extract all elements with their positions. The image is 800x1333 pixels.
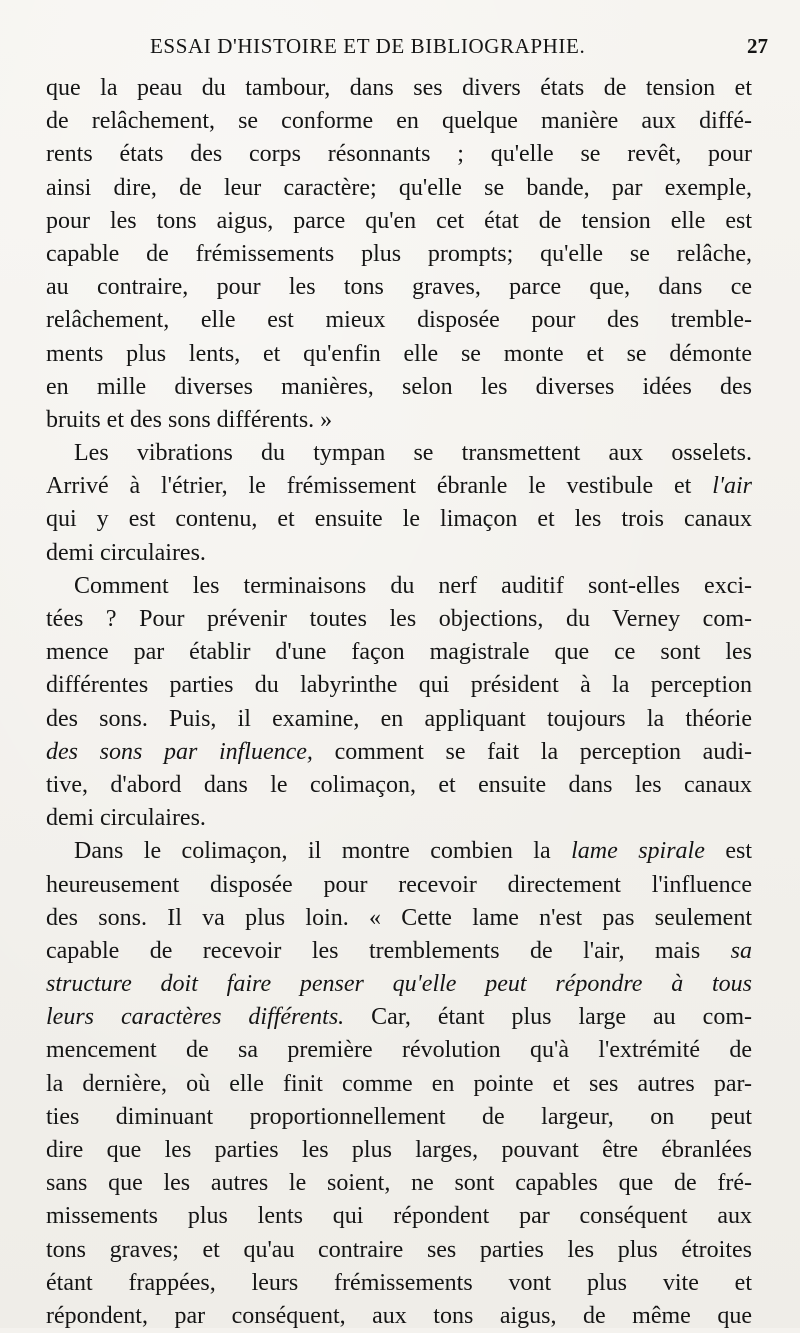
italic-text: lame spirale: [571, 838, 705, 865]
text-line: la dernière, où elle finit comme en pointe et ses autres par-: [46, 1070, 752, 1097]
text-line: répondent, par conséquent, aux tons aigus, de même que: [46, 1302, 752, 1329]
italic-text: l'air: [712, 473, 752, 500]
text-line: relâchement, elle est mieux disposée pour des tremble-: [46, 307, 752, 334]
text-line: capable de frémissements plus prompts; qu'elle se relâche,: [46, 240, 752, 267]
text-line: ainsi dire, de leur caractère; qu'elle se bande, par exemple,: [46, 174, 752, 201]
text-segment: comment se fait la perception audi-: [312, 738, 752, 765]
text-line: rents états des corps résonnants ; qu'elle se revêt, pour: [46, 141, 752, 168]
body-text: [46, 72, 752, 1333]
italic-text: leurs caractères différents.: [46, 1004, 345, 1031]
text-line: de relâchement, se conforme en quelque manière aux diffé-: [46, 108, 752, 135]
text-line: dire que les parties les plus larges, pouvant être ébranlées: [46, 1137, 752, 1163]
text-line: tons graves; et qu'au contraire ses parties les plus étroites: [46, 1236, 752, 1263]
text-line: des sons. Puis, il examine, en appliquant toujours la théorie: [46, 705, 752, 732]
text-line: bruits et des sons différents. »: [46, 406, 333, 433]
text-segment: Dans le colimaçon, il montre combien la: [74, 838, 572, 865]
text-line: mence par établir d'une façon magistrale que ce sont les: [46, 639, 752, 666]
text-line: [46, 736, 752, 769]
text-line: tées ? Pour prévenir toutes les objections, du Verney com-: [46, 606, 752, 632]
running-head: [0, 34, 800, 64]
text-line: [46, 470, 752, 503]
text-line: heureusement disposée pour recevoir directement l'influence: [46, 871, 752, 898]
text-line: [46, 935, 752, 968]
text-line: qui y est contenu, et ensuite le limaçon et les trois canaux: [46, 506, 752, 533]
text-line: que la peau du tambour, dans ses divers états de tension et: [46, 75, 752, 101]
text-segment: Arrivé à l'étrier, le frémissement ébranle le vestibule et: [46, 473, 713, 500]
text-segment: Car, étant plus large au com-: [344, 1004, 752, 1031]
text-line: [46, 835, 752, 868]
text-line: au contraire, pour les tons graves, parce que, dans ce: [46, 274, 752, 301]
text-line: en mille diverses manières, selon les diverses idées des: [46, 373, 752, 400]
text-line: [46, 1001, 752, 1034]
text-line: demi circulaires.: [46, 805, 206, 832]
text-line: des sons. Il va plus loin. « Cette lame n'est pas seulement: [46, 904, 752, 931]
italic-text: sa: [730, 937, 752, 964]
text-segment: est: [704, 838, 752, 865]
text-line: ments plus lents, et qu'enfin elle se monte et se démonte: [46, 340, 752, 367]
text-line: sans que les autres le soient, ne sont capables que de fré-: [46, 1170, 752, 1197]
text-line: demi circulaires.: [46, 539, 206, 566]
text-line: différentes parties du labyrinthe qui président à la perception: [46, 672, 752, 699]
text-line: mencement de sa première révolution qu'à l'extrémité de: [46, 1037, 752, 1064]
text-line: étant frappées, leurs frémissements vont plus vite et: [46, 1269, 752, 1296]
text-line: Comment les terminaisons du nerf auditif sont-elles exci-: [74, 572, 752, 599]
text-line: ties diminuant proportionnellement de largeur, on peut: [46, 1103, 752, 1130]
italic-text: des sons par influence,: [46, 738, 313, 765]
text-line: pour les tons aigus, parce qu'en cet état de tension elle est: [46, 207, 752, 234]
text-line: structure doit faire penser qu'elle peut répondre à tous: [46, 971, 752, 998]
running-title: ESSAI D'HISTOIRE ET DE BIBLIOGRAPHIE.: [150, 34, 586, 58]
text-line: missements plus lents qui répondent par conséquent aux: [46, 1203, 752, 1230]
text-line: Les vibrations du tympan se transmettent aux osselets.: [74, 440, 752, 467]
text-line: tive, d'abord dans le colimaçon, et ensuite dans les canaux: [46, 771, 752, 798]
page-number: 27: [747, 34, 768, 58]
text-segment: capable de recevoir les tremblements de l'air, mais: [46, 937, 731, 964]
